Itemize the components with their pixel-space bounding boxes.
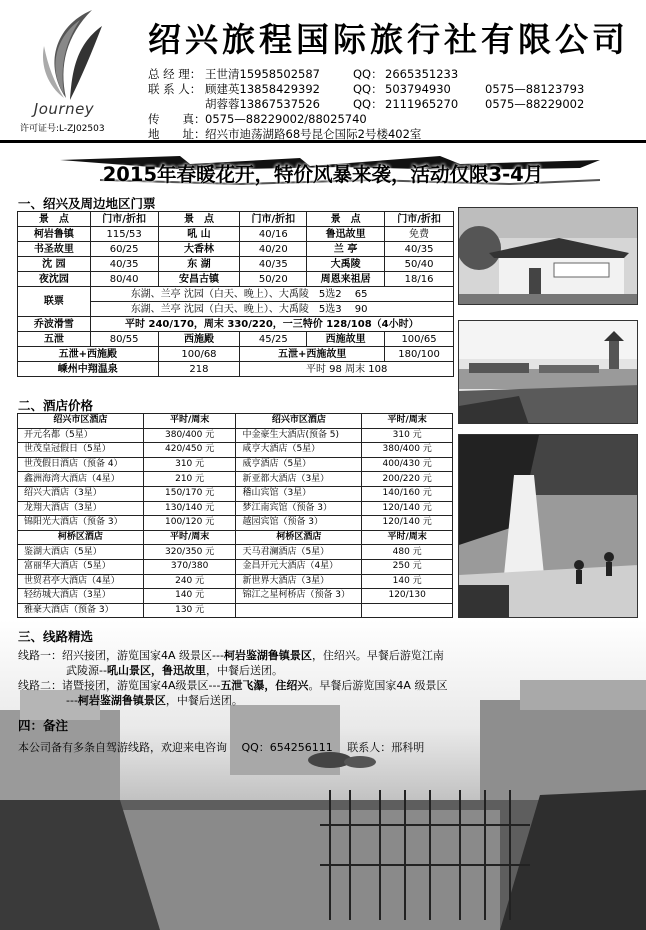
header-cell: 柯桥区酒店	[236, 530, 362, 545]
hotel-name: 梦江南宾馆（预备 3）	[236, 501, 362, 516]
hotel-name: 龙翔大酒店（3星）	[18, 501, 144, 516]
table-row	[18, 574, 453, 589]
combo-label: 联票	[18, 287, 91, 317]
table-cell: 沈 园	[18, 257, 91, 272]
hotel-name: 锦江之星柯桥店（预备 3）	[236, 589, 362, 604]
table-row	[18, 603, 453, 618]
hotel-price: 150/170 元	[143, 486, 236, 501]
table-row	[18, 472, 453, 487]
route-highlight: 五泄飞瀑，住绍兴	[220, 679, 309, 692]
table-cell: 大禹陵	[307, 257, 385, 272]
hotel-name: 金昌开元大酒店（4星）	[236, 559, 362, 574]
table-cell: 书圣故里	[18, 242, 91, 257]
fax-label: 传 真：	[148, 112, 206, 126]
header-cell: 绍兴市区酒店	[18, 414, 144, 429]
table-row	[18, 559, 453, 574]
table-row	[18, 428, 453, 443]
combo-line: 东湖、兰亭 沈园（白天、晚上）、大禹陵 5选2 65	[90, 287, 453, 302]
route-text: 线路一：绍兴接团，游览国家4A 级景区---	[18, 649, 224, 662]
route-highlight: 柯岩鉴湖鲁镇景区	[77, 694, 166, 707]
contact-role: 总 经 理：	[148, 67, 202, 81]
hotel-table	[17, 413, 453, 618]
hotel-name: 鑫洲海湾大酒店（4星）	[18, 472, 144, 487]
hotel-price: 420/450 元	[143, 443, 236, 458]
tel-number: 0575—88123793	[485, 82, 585, 96]
ticket-table	[17, 211, 454, 377]
hotel-name: 天马君澜酒店（5星）	[236, 545, 362, 560]
table-row	[18, 317, 454, 332]
hotel-name	[236, 603, 362, 618]
table-cell: 80/40	[90, 272, 158, 287]
route-text: ，中餐后送团。	[165, 694, 243, 707]
table-cell: 100/68	[158, 347, 240, 362]
fax-number: 0575—88229002/88025740	[205, 112, 367, 126]
header-cell: 门市/折扣	[385, 212, 454, 227]
table-cell: 218	[158, 362, 240, 377]
route-highlight: 吼山景区，鲁迅故里	[106, 664, 206, 677]
hotel-price: 400/430 元	[362, 457, 453, 472]
header-cell: 平时/周末	[362, 530, 453, 545]
table-header-row	[18, 414, 453, 429]
photo-lu-xun-hometown	[458, 207, 638, 305]
routes-block	[18, 648, 538, 708]
hotel-price: 130 元	[143, 603, 236, 618]
qq-label: QQ：	[353, 82, 383, 96]
route-line	[18, 693, 538, 708]
table-cell: 40/16	[240, 227, 307, 242]
table-cell: 40/35	[240, 257, 307, 272]
table-cell: 50/20	[240, 272, 307, 287]
table-cell: 50/40	[385, 257, 454, 272]
hotel-price: 310 元	[362, 428, 453, 443]
banner-title: 2015年春暖花开，特价风暴来袭，活动仅限3-4月	[102, 163, 544, 186]
table-row	[18, 457, 453, 472]
qq-number: 2665351233	[385, 67, 459, 81]
contact-row	[148, 97, 638, 112]
table-header-row	[18, 530, 453, 545]
table-cell: 东 湖	[158, 257, 240, 272]
table-row	[18, 242, 454, 257]
hotel-price: 310 元	[143, 457, 236, 472]
hotel-name: 轻纺城大酒店（3星）	[18, 589, 144, 604]
hotel-price: 140 元	[362, 574, 453, 589]
hotel-name: 雅豪大酒店（预备 3）	[18, 603, 144, 618]
table-cell: 免费	[385, 227, 454, 242]
contact-name: 胡蓉蓉13867537526	[205, 97, 320, 111]
address-label: 地 址：	[148, 127, 206, 141]
journey-logo	[14, 6, 116, 124]
table-row	[18, 347, 454, 362]
header	[0, 0, 646, 143]
table-cell: 柯岩鲁镇	[18, 227, 91, 242]
contact-role: 联 系 人：	[148, 82, 202, 96]
ski-price: 平时 240/170，周末 330/220，一三特价 128/108（4小时）	[90, 317, 453, 332]
hotel-name: 新世界大酒店（3星）	[236, 574, 362, 589]
hotel-name: 新亚都大酒店（3星）	[236, 472, 362, 487]
hotel-price: 120/140 元	[362, 516, 453, 531]
header-cell: 景 点	[158, 212, 240, 227]
tel-number: 0575—88229002	[485, 97, 585, 111]
promo-banner	[0, 146, 646, 196]
hotel-name: 锦阳光大酒店（预备 3）	[18, 516, 144, 531]
hotel-price: 480 元	[362, 545, 453, 560]
table-row	[18, 516, 453, 531]
table-row	[18, 227, 454, 242]
table-row	[18, 257, 454, 272]
route-text: 线路二：诸暨接团，游览国家4A级景区---	[18, 679, 221, 692]
table-cell: 60/25	[90, 242, 158, 257]
section-title-notes: 四：备注	[18, 718, 69, 733]
table-cell: 西施故里	[307, 332, 385, 347]
table-cell: 大香林	[158, 242, 240, 257]
contact-name: 王世清15958502587	[205, 67, 320, 81]
route-line	[18, 663, 538, 678]
section-title-hotels: 二、酒店价格	[18, 398, 94, 413]
table-header-row	[18, 212, 454, 227]
header-cell: 门市/折扣	[90, 212, 158, 227]
route-line	[18, 678, 538, 693]
hotel-name: 世茂皇冠假日（5星）	[18, 443, 144, 458]
license-number: 许可证号:L-ZJ02503	[20, 124, 105, 134]
company-name: 绍兴旅程国际旅行社有限公司	[148, 20, 629, 59]
hotel-price: 100/120 元	[143, 516, 236, 531]
combo-line: 东湖、兰亭 沈园（白天、晚上）、大禹陵 5选3 90	[90, 302, 453, 317]
hotel-name: 稽山宾馆（3星）	[236, 486, 362, 501]
hotel-price: 320/350 元	[143, 545, 236, 560]
hotel-price: 210 元	[143, 472, 236, 487]
table-cell: 嵊州中翔温泉	[18, 362, 159, 377]
header-cell: 绍兴市区酒店	[236, 414, 362, 429]
hotel-name: 鉴湖大酒店（5星）	[18, 545, 144, 560]
table-cell: 夜沈园	[18, 272, 91, 287]
note-text: 本公司备有多条自驾游线路，欢迎来电咨询 QQ：654256111 联系人：邢科明	[18, 741, 425, 754]
table-cell: 五泄+西施殿	[18, 347, 159, 362]
qq-number: 503794930	[385, 82, 451, 96]
table-cell: 西施殿	[158, 332, 240, 347]
table-cell: 吼 山	[158, 227, 240, 242]
route-text: 。早餐后游览国家4A 级景区	[308, 679, 448, 692]
table-cell: 80/55	[90, 332, 158, 347]
qq-label: QQ：	[353, 97, 383, 111]
logo-text: Journey	[33, 100, 95, 118]
photo-wuxie-waterfall	[458, 434, 638, 618]
hotel-name: 越园宾馆（预备 3）	[236, 516, 362, 531]
hotel-price: 120/140 元	[362, 501, 453, 516]
table-row	[18, 545, 453, 560]
table-cell: 五泄	[18, 332, 91, 347]
table-cell: 180/100	[385, 347, 454, 362]
hotel-name: 世茂假日酒店（预备 4）	[18, 457, 144, 472]
table-row	[18, 486, 453, 501]
contact-row	[148, 67, 638, 82]
table-row	[18, 443, 453, 458]
hotel-name: 世贸君亭大酒店（4星）	[18, 574, 144, 589]
table-cell: 周恩来祖居	[307, 272, 385, 287]
table-cell: 115/53	[90, 227, 158, 242]
hotel-price: 130/140 元	[143, 501, 236, 516]
hotel-price: 370/380	[143, 559, 236, 574]
hotel-price: 200/220 元	[362, 472, 453, 487]
table-cell: 100/65	[385, 332, 454, 347]
table-row	[18, 362, 454, 377]
table-row	[18, 332, 454, 347]
header-cell: 景 点	[307, 212, 385, 227]
hotel-price: 140 元	[143, 589, 236, 604]
hotel-price: 250 元	[362, 559, 453, 574]
table-cell: 平时 98 周末 108	[240, 362, 454, 377]
table-row	[18, 272, 454, 287]
header-cell: 平时/周末	[143, 530, 236, 545]
table-row	[18, 501, 453, 516]
header-cell: 景 点	[18, 212, 91, 227]
table-cell: 五泄+西施故里	[240, 347, 385, 362]
hotel-price: 120/130	[362, 589, 453, 604]
header-cell: 平时/周末	[143, 414, 236, 429]
table-cell: 40/20	[240, 242, 307, 257]
contact-name: 顾建英13858429392	[205, 82, 320, 96]
table-row	[18, 589, 453, 604]
route-highlight: 柯岩鉴湖鲁镇景区	[223, 649, 312, 662]
route-text: ，中餐后送团。	[205, 664, 283, 677]
section-title-routes: 三、线路精选	[18, 629, 94, 644]
hotel-price: 140/160 元	[362, 486, 453, 501]
route-line	[18, 648, 538, 663]
feather-swirl-icon	[14, 6, 116, 106]
table-cell: 40/35	[385, 242, 454, 257]
qq-number: 2111965270	[385, 97, 459, 111]
table-cell: 鲁迅故里	[307, 227, 385, 242]
header-cell: 门市/折扣	[240, 212, 307, 227]
table-cell: 45/25	[240, 332, 307, 347]
hotel-name: 威亨酒店（5星）	[236, 457, 362, 472]
hotel-name: 开元名都（5星）	[18, 428, 144, 443]
table-row	[18, 287, 454, 302]
header-cell: 平时/周末	[362, 414, 453, 429]
table-cell: 18/16	[385, 272, 454, 287]
address-row	[148, 127, 638, 142]
section-title-tickets: 一、绍兴及周边地区门票	[18, 196, 156, 211]
route-text: ，住绍兴。早餐后游览江南	[311, 649, 444, 662]
ski-label: 乔波滑雪	[18, 317, 91, 332]
table-cell: 安昌古镇	[158, 272, 240, 287]
header-cell: 柯桥区酒店	[18, 530, 144, 545]
route-text: ---	[66, 694, 78, 707]
route-text: 武陵源--	[66, 664, 107, 677]
hotel-price: 380/400 元	[362, 443, 453, 458]
hotel-price: 380/400 元	[143, 428, 236, 443]
address-text: 绍兴市迪荡湖路68号昆仑国际2号楼402室	[205, 127, 422, 141]
hotel-name: 咸亨大酒店（5星）	[236, 443, 362, 458]
photo-canal-town	[458, 320, 638, 424]
qq-label: QQ：	[353, 67, 383, 81]
table-cell: 兰 亭	[307, 242, 385, 257]
hotel-name: 中金豪生大酒店(预备 5)	[236, 428, 362, 443]
fax-row	[148, 112, 638, 127]
contact-row	[148, 82, 638, 97]
hotel-price	[362, 603, 453, 618]
hotel-name: 绍兴大酒店（3星）	[18, 486, 144, 501]
hotel-name: 富丽华大酒店（5星）	[18, 559, 144, 574]
table-cell: 40/35	[90, 257, 158, 272]
hotel-price: 240 元	[143, 574, 236, 589]
contact-block	[148, 67, 638, 142]
